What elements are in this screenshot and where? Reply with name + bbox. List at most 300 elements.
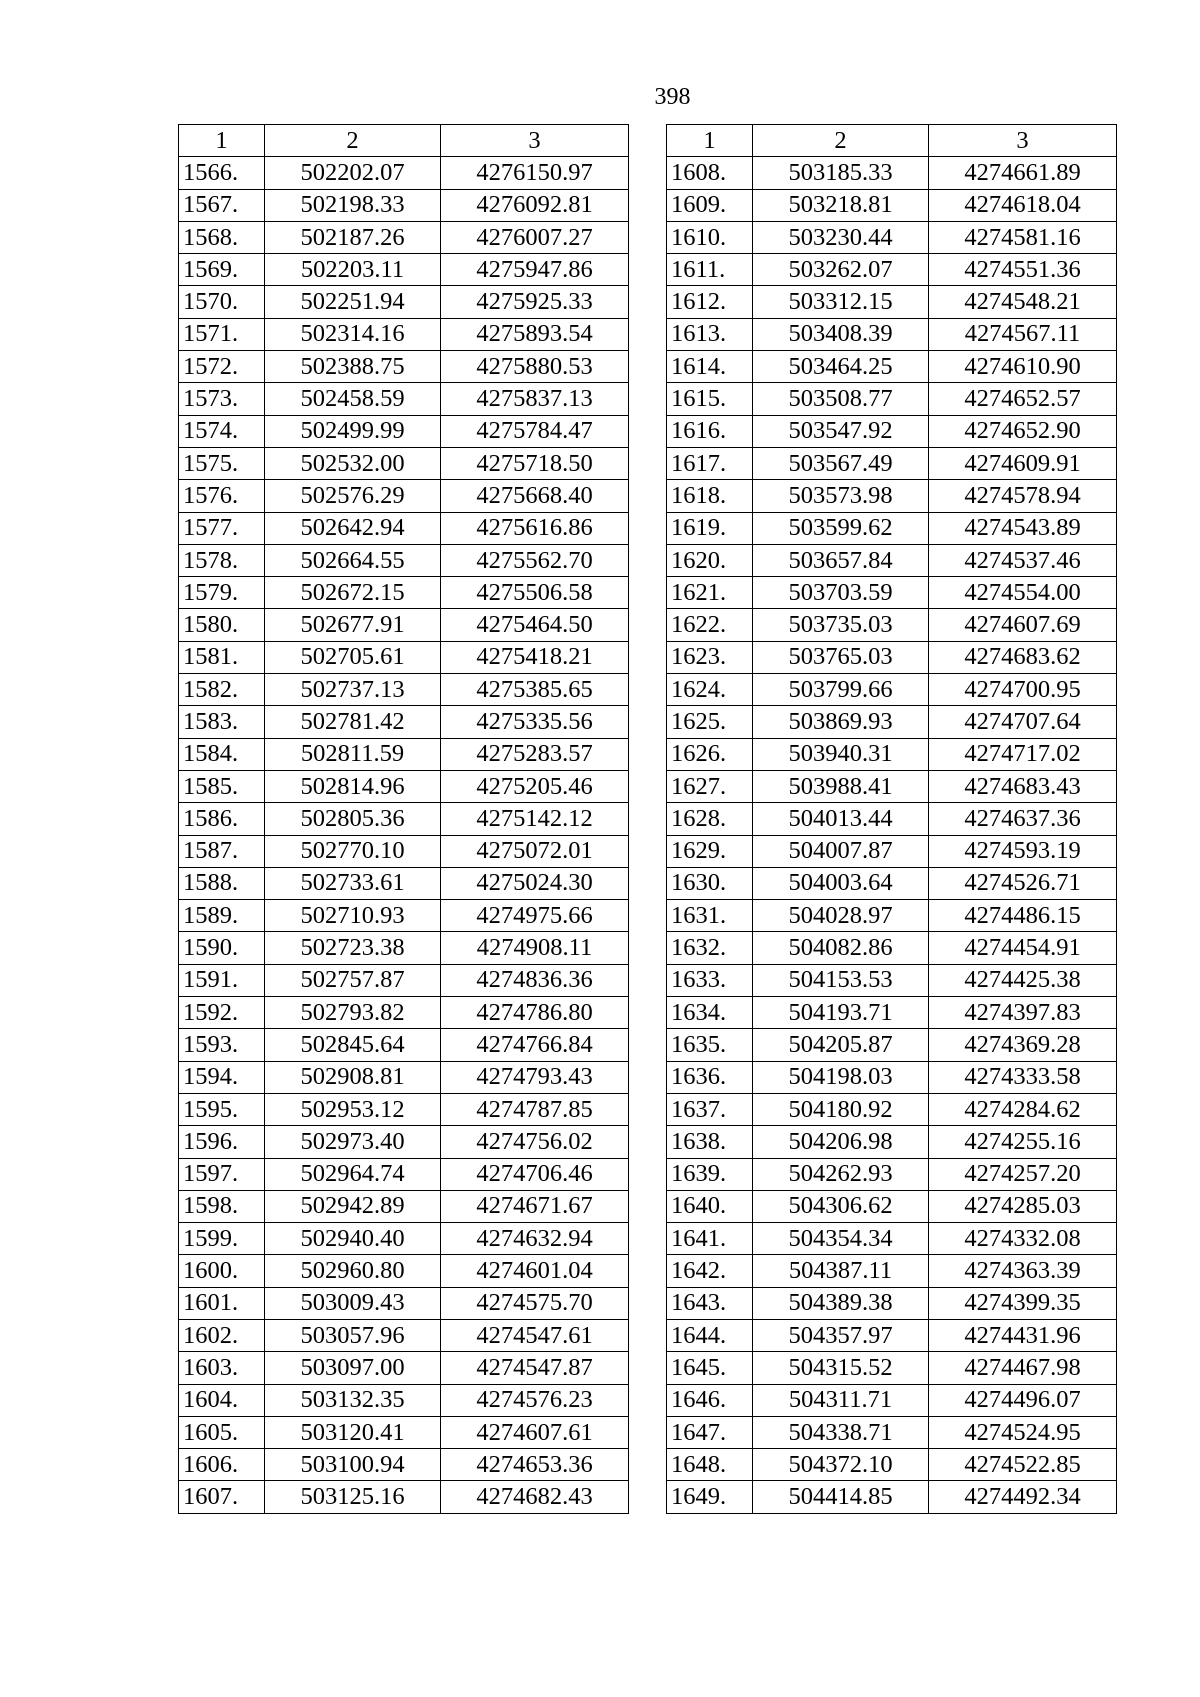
point-number-cell: 1572. (179, 351, 265, 383)
point-number-cell: 1599. (179, 1223, 265, 1255)
table-row (667, 900, 1117, 932)
x-coordinate-cell: 504007.87 (753, 835, 929, 867)
point-number-cell: 1614. (667, 351, 753, 383)
y-coordinate-cell: 4275880.53 (441, 351, 629, 383)
table-row (667, 706, 1117, 738)
y-coordinate-cell: 4274766.84 (441, 1029, 629, 1061)
table-row (179, 512, 629, 544)
point-number-cell: 1582. (179, 674, 265, 706)
y-coordinate-cell: 4274786.80 (441, 997, 629, 1029)
table-row (667, 1287, 1117, 1319)
point-number-cell: 1573. (179, 383, 265, 415)
x-coordinate-cell: 502770.10 (265, 835, 441, 867)
x-coordinate-cell: 503312.15 (753, 286, 929, 318)
point-number-cell: 1569. (179, 254, 265, 286)
point-number-cell: 1571. (179, 318, 265, 350)
point-number-cell: 1647. (667, 1416, 753, 1448)
y-coordinate-cell: 4274547.61 (441, 1319, 629, 1351)
table-row (667, 1190, 1117, 1222)
x-coordinate-cell: 504003.64 (753, 867, 929, 899)
x-coordinate-cell: 502733.61 (265, 867, 441, 899)
x-coordinate-cell: 502953.12 (265, 1093, 441, 1125)
table-row (179, 1319, 629, 1351)
point-number-cell: 1593. (179, 1029, 265, 1061)
y-coordinate-cell: 4274431.96 (929, 1319, 1117, 1351)
point-number-cell: 1640. (667, 1190, 753, 1222)
table-row (667, 932, 1117, 964)
point-number-cell: 1576. (179, 480, 265, 512)
y-coordinate-cell: 4274257.20 (929, 1158, 1117, 1190)
table-row (667, 286, 1117, 318)
x-coordinate-cell: 504153.53 (753, 964, 929, 996)
table-row (667, 447, 1117, 479)
table-row (179, 480, 629, 512)
table-row (667, 189, 1117, 221)
table-row (179, 254, 629, 286)
x-coordinate-cell: 502940.40 (265, 1223, 441, 1255)
table-row (179, 221, 629, 253)
coordinates-table-right (666, 124, 1117, 1514)
table-row (179, 674, 629, 706)
table-row (667, 674, 1117, 706)
y-coordinate-cell: 4274607.69 (929, 609, 1117, 641)
y-coordinate-cell: 4274548.21 (929, 286, 1117, 318)
y-coordinate-cell: 4276092.81 (441, 189, 629, 221)
point-number-cell: 1577. (179, 512, 265, 544)
x-coordinate-cell: 503869.93 (753, 706, 929, 738)
y-coordinate-cell: 4275205.46 (441, 770, 629, 802)
table-row (667, 867, 1117, 899)
point-number-cell: 1587. (179, 835, 265, 867)
table-row (667, 1061, 1117, 1093)
table-row (179, 1352, 629, 1384)
y-coordinate-cell: 4274284.62 (929, 1093, 1117, 1125)
y-coordinate-cell: 4274618.04 (929, 189, 1117, 221)
y-coordinate-cell: 4275562.70 (441, 544, 629, 576)
point-number-cell: 1643. (667, 1287, 753, 1319)
table-row (179, 1223, 629, 1255)
table-row (667, 770, 1117, 802)
y-coordinate-cell: 4274652.90 (929, 415, 1117, 447)
point-number-cell: 1611. (667, 254, 753, 286)
point-number-cell: 1618. (667, 480, 753, 512)
x-coordinate-cell: 503573.98 (753, 480, 929, 512)
table-row (179, 1029, 629, 1061)
y-coordinate-cell: 4275616.86 (441, 512, 629, 544)
table-row (179, 997, 629, 1029)
y-coordinate-cell: 4274975.66 (441, 900, 629, 932)
table-row (667, 997, 1117, 1029)
column-header-2: 2 (265, 125, 441, 157)
y-coordinate-cell: 4275464.50 (441, 609, 629, 641)
table-row (179, 932, 629, 964)
x-coordinate-cell: 502964.74 (265, 1158, 441, 1190)
point-number-cell: 1578. (179, 544, 265, 576)
y-coordinate-cell: 4275837.13 (441, 383, 629, 415)
x-coordinate-cell: 502576.29 (265, 480, 441, 512)
point-number-cell: 1607. (179, 1481, 265, 1513)
table-row (179, 447, 629, 479)
y-coordinate-cell: 4275668.40 (441, 480, 629, 512)
point-number-cell: 1608. (667, 157, 753, 189)
y-coordinate-cell: 4274467.98 (929, 1352, 1117, 1384)
point-number-cell: 1635. (667, 1029, 753, 1061)
y-coordinate-cell: 4274524.95 (929, 1416, 1117, 1448)
table-header-row (179, 125, 629, 157)
point-number-cell: 1605. (179, 1416, 265, 1448)
point-number-cell: 1632. (667, 932, 753, 964)
x-coordinate-cell: 502198.33 (265, 189, 441, 221)
table-row (179, 577, 629, 609)
point-number-cell: 1649. (667, 1481, 753, 1513)
y-coordinate-cell: 4274454.91 (929, 932, 1117, 964)
table-row (667, 254, 1117, 286)
y-coordinate-cell: 4274609.91 (929, 447, 1117, 479)
table-row (179, 544, 629, 576)
y-coordinate-cell: 4274369.28 (929, 1029, 1117, 1061)
x-coordinate-cell: 504357.97 (753, 1319, 929, 1351)
table-header-row (667, 125, 1117, 157)
x-coordinate-cell: 502973.40 (265, 1126, 441, 1158)
point-number-cell: 1566. (179, 157, 265, 189)
x-coordinate-cell: 502388.75 (265, 351, 441, 383)
y-coordinate-cell: 4274787.85 (441, 1093, 629, 1125)
y-coordinate-cell: 4274653.36 (441, 1449, 629, 1481)
table-row (179, 415, 629, 447)
y-coordinate-cell: 4274578.94 (929, 480, 1117, 512)
point-number-cell: 1629. (667, 835, 753, 867)
table-row (179, 1158, 629, 1190)
point-number-cell: 1620. (667, 544, 753, 576)
y-coordinate-cell: 4275925.33 (441, 286, 629, 318)
point-number-cell: 1570. (179, 286, 265, 318)
point-number-cell: 1598. (179, 1190, 265, 1222)
x-coordinate-cell: 502811.59 (265, 738, 441, 770)
x-coordinate-cell: 503408.39 (753, 318, 929, 350)
y-coordinate-cell: 4274607.61 (441, 1416, 629, 1448)
table-row (667, 1449, 1117, 1481)
y-coordinate-cell: 4275947.86 (441, 254, 629, 286)
table-row (667, 351, 1117, 383)
x-coordinate-cell: 504198.03 (753, 1061, 929, 1093)
table-row (667, 415, 1117, 447)
x-coordinate-cell: 503735.03 (753, 609, 929, 641)
table-row (667, 1158, 1117, 1190)
table-row (179, 867, 629, 899)
point-number-cell: 1619. (667, 512, 753, 544)
point-number-cell: 1600. (179, 1255, 265, 1287)
x-coordinate-cell: 504372.10 (753, 1449, 929, 1481)
y-coordinate-cell: 4274793.43 (441, 1061, 629, 1093)
x-coordinate-cell: 502642.94 (265, 512, 441, 544)
y-coordinate-cell: 4274547.87 (441, 1352, 629, 1384)
y-coordinate-cell: 4274551.36 (929, 254, 1117, 286)
x-coordinate-cell: 503508.77 (753, 383, 929, 415)
x-coordinate-cell: 502710.93 (265, 900, 441, 932)
x-coordinate-cell: 503599.62 (753, 512, 929, 544)
coordinates-table-left (178, 124, 629, 1514)
x-coordinate-cell: 502458.59 (265, 383, 441, 415)
y-coordinate-cell: 4274576.23 (441, 1384, 629, 1416)
table-row (179, 1481, 629, 1513)
table-row (667, 1093, 1117, 1125)
table-row (179, 157, 629, 189)
table-row (179, 1126, 629, 1158)
y-coordinate-cell: 4274363.39 (929, 1255, 1117, 1287)
x-coordinate-cell: 503100.94 (265, 1449, 441, 1481)
y-coordinate-cell: 4275283.57 (441, 738, 629, 770)
point-number-cell: 1579. (179, 577, 265, 609)
point-number-cell: 1604. (179, 1384, 265, 1416)
x-coordinate-cell: 504082.86 (753, 932, 929, 964)
table-row (667, 1384, 1117, 1416)
point-number-cell: 1588. (179, 867, 265, 899)
x-coordinate-cell: 503262.07 (753, 254, 929, 286)
table-row (179, 641, 629, 673)
table-row (179, 738, 629, 770)
x-coordinate-cell: 502793.82 (265, 997, 441, 1029)
table-row (667, 512, 1117, 544)
point-number-cell: 1575. (179, 447, 265, 479)
point-number-cell: 1613. (667, 318, 753, 350)
y-coordinate-cell: 4275893.54 (441, 318, 629, 350)
y-coordinate-cell: 4274255.16 (929, 1126, 1117, 1158)
y-coordinate-cell: 4274537.46 (929, 544, 1117, 576)
x-coordinate-cell: 502960.80 (265, 1255, 441, 1287)
table-row (667, 1029, 1117, 1061)
x-coordinate-cell: 503765.03 (753, 641, 929, 673)
table-row (667, 480, 1117, 512)
page-number: 398 (654, 84, 691, 110)
table-row (179, 189, 629, 221)
point-number-cell: 1609. (667, 189, 753, 221)
x-coordinate-cell: 502757.87 (265, 964, 441, 996)
y-coordinate-cell: 4274706.46 (441, 1158, 629, 1190)
point-number-cell: 1621. (667, 577, 753, 609)
x-coordinate-cell: 504338.71 (753, 1416, 929, 1448)
table-row (179, 1416, 629, 1448)
x-coordinate-cell: 502942.89 (265, 1190, 441, 1222)
y-coordinate-cell: 4275072.01 (441, 835, 629, 867)
x-coordinate-cell: 503799.66 (753, 674, 929, 706)
x-coordinate-cell: 502845.64 (265, 1029, 441, 1061)
y-coordinate-cell: 4274554.00 (929, 577, 1117, 609)
y-coordinate-cell: 4274632.94 (441, 1223, 629, 1255)
table-row (179, 351, 629, 383)
x-coordinate-cell: 504311.71 (753, 1384, 929, 1416)
x-coordinate-cell: 504262.93 (753, 1158, 929, 1190)
y-coordinate-cell: 4274683.43 (929, 770, 1117, 802)
y-coordinate-cell: 4275506.58 (441, 577, 629, 609)
x-coordinate-cell: 503132.35 (265, 1384, 441, 1416)
table-row (667, 1416, 1117, 1448)
x-coordinate-cell: 502723.38 (265, 932, 441, 964)
point-number-cell: 1581. (179, 641, 265, 673)
column-header-2: 2 (753, 125, 929, 157)
table-row (179, 1255, 629, 1287)
x-coordinate-cell: 503657.84 (753, 544, 929, 576)
point-number-cell: 1574. (179, 415, 265, 447)
x-coordinate-cell: 502664.55 (265, 544, 441, 576)
y-coordinate-cell: 4274671.67 (441, 1190, 629, 1222)
y-coordinate-cell: 4274661.89 (929, 157, 1117, 189)
y-coordinate-cell: 4275142.12 (441, 803, 629, 835)
y-coordinate-cell: 4274567.11 (929, 318, 1117, 350)
point-number-cell: 1628. (667, 803, 753, 835)
point-number-cell: 1568. (179, 221, 265, 253)
x-coordinate-cell: 504389.38 (753, 1287, 929, 1319)
table-row (179, 1384, 629, 1416)
point-number-cell: 1585. (179, 770, 265, 802)
x-coordinate-cell: 502202.07 (265, 157, 441, 189)
x-coordinate-cell: 502781.42 (265, 706, 441, 738)
point-number-cell: 1623. (667, 641, 753, 673)
y-coordinate-cell: 4275335.56 (441, 706, 629, 738)
y-coordinate-cell: 4274492.34 (929, 1481, 1117, 1513)
column-header-1: 1 (179, 125, 265, 157)
point-number-cell: 1616. (667, 415, 753, 447)
x-coordinate-cell: 503218.81 (753, 189, 929, 221)
x-coordinate-cell: 503988.41 (753, 770, 929, 802)
table-row (667, 157, 1117, 189)
table-row (179, 900, 629, 932)
point-number-cell: 1625. (667, 706, 753, 738)
y-coordinate-cell: 4274332.08 (929, 1223, 1117, 1255)
x-coordinate-cell: 504315.52 (753, 1352, 929, 1384)
table-row (179, 286, 629, 318)
x-coordinate-cell: 502499.99 (265, 415, 441, 447)
table-row (179, 1061, 629, 1093)
x-coordinate-cell: 502251.94 (265, 286, 441, 318)
point-number-cell: 1584. (179, 738, 265, 770)
y-coordinate-cell: 4274581.16 (929, 221, 1117, 253)
x-coordinate-cell: 504206.98 (753, 1126, 929, 1158)
table-row (667, 835, 1117, 867)
point-number-cell: 1567. (179, 189, 265, 221)
table-row (179, 1190, 629, 1222)
x-coordinate-cell: 504354.34 (753, 1223, 929, 1255)
y-coordinate-cell: 4274707.64 (929, 706, 1117, 738)
x-coordinate-cell: 504306.62 (753, 1190, 929, 1222)
column-header-1: 1 (667, 125, 753, 157)
point-number-cell: 1586. (179, 803, 265, 835)
point-number-cell: 1633. (667, 964, 753, 996)
x-coordinate-cell: 503703.59 (753, 577, 929, 609)
y-coordinate-cell: 4274543.89 (929, 512, 1117, 544)
y-coordinate-cell: 4274717.02 (929, 738, 1117, 770)
point-number-cell: 1617. (667, 447, 753, 479)
point-number-cell: 1626. (667, 738, 753, 770)
point-number-cell: 1606. (179, 1449, 265, 1481)
y-coordinate-cell: 4274526.71 (929, 867, 1117, 899)
y-coordinate-cell: 4275784.47 (441, 415, 629, 447)
y-coordinate-cell: 4275385.65 (441, 674, 629, 706)
point-number-cell: 1592. (179, 997, 265, 1029)
point-number-cell: 1648. (667, 1449, 753, 1481)
x-coordinate-cell: 503230.44 (753, 221, 929, 253)
table-row (179, 1093, 629, 1125)
x-coordinate-cell: 502805.36 (265, 803, 441, 835)
table-row (179, 609, 629, 641)
point-number-cell: 1646. (667, 1384, 753, 1416)
point-number-cell: 1610. (667, 221, 753, 253)
table-row (179, 383, 629, 415)
table-row (667, 1319, 1117, 1351)
y-coordinate-cell: 4276007.27 (441, 221, 629, 253)
table-row (667, 964, 1117, 996)
point-number-cell: 1644. (667, 1319, 753, 1351)
column-header-3: 3 (441, 125, 629, 157)
point-number-cell: 1634. (667, 997, 753, 1029)
y-coordinate-cell: 4274496.07 (929, 1384, 1117, 1416)
point-number-cell: 1636. (667, 1061, 753, 1093)
x-coordinate-cell: 504193.71 (753, 997, 929, 1029)
point-number-cell: 1615. (667, 383, 753, 415)
point-number-cell: 1630. (667, 867, 753, 899)
point-number-cell: 1627. (667, 770, 753, 802)
point-number-cell: 1596. (179, 1126, 265, 1158)
y-coordinate-cell: 4274486.15 (929, 900, 1117, 932)
table-row (667, 738, 1117, 770)
y-coordinate-cell: 4274756.02 (441, 1126, 629, 1158)
y-coordinate-cell: 4274652.57 (929, 383, 1117, 415)
point-number-cell: 1603. (179, 1352, 265, 1384)
point-number-cell: 1591. (179, 964, 265, 996)
x-coordinate-cell: 504205.87 (753, 1029, 929, 1061)
table-row (667, 577, 1117, 609)
table-row (667, 318, 1117, 350)
y-coordinate-cell: 4274593.19 (929, 835, 1117, 867)
x-coordinate-cell: 503057.96 (265, 1319, 441, 1351)
table-row (667, 641, 1117, 673)
table-row (179, 770, 629, 802)
point-number-cell: 1645. (667, 1352, 753, 1384)
table-row (667, 1223, 1117, 1255)
y-coordinate-cell: 4274601.04 (441, 1255, 629, 1287)
x-coordinate-cell: 502187.26 (265, 221, 441, 253)
y-coordinate-cell: 4274682.43 (441, 1481, 629, 1513)
point-number-cell: 1637. (667, 1093, 753, 1125)
x-coordinate-cell: 503120.41 (265, 1416, 441, 1448)
x-coordinate-cell: 504414.85 (753, 1481, 929, 1513)
y-coordinate-cell: 4274397.83 (929, 997, 1117, 1029)
x-coordinate-cell: 504028.97 (753, 900, 929, 932)
point-number-cell: 1595. (179, 1093, 265, 1125)
table-row (667, 221, 1117, 253)
x-coordinate-cell: 503009.43 (265, 1287, 441, 1319)
point-number-cell: 1594. (179, 1061, 265, 1093)
x-coordinate-cell: 502314.16 (265, 318, 441, 350)
x-coordinate-cell: 502203.11 (265, 254, 441, 286)
y-coordinate-cell: 4274285.03 (929, 1190, 1117, 1222)
column-header-3: 3 (929, 125, 1117, 157)
table-row (667, 1255, 1117, 1287)
y-coordinate-cell: 4274836.36 (441, 964, 629, 996)
x-coordinate-cell: 503464.25 (753, 351, 929, 383)
point-number-cell: 1641. (667, 1223, 753, 1255)
y-coordinate-cell: 4274399.35 (929, 1287, 1117, 1319)
x-coordinate-cell: 502705.61 (265, 641, 441, 673)
x-coordinate-cell: 503940.31 (753, 738, 929, 770)
x-coordinate-cell: 503567.49 (753, 447, 929, 479)
x-coordinate-cell: 504013.44 (753, 803, 929, 835)
x-coordinate-cell: 504387.11 (753, 1255, 929, 1287)
point-number-cell: 1602. (179, 1319, 265, 1351)
table-row (667, 1352, 1117, 1384)
point-number-cell: 1597. (179, 1158, 265, 1190)
point-number-cell: 1624. (667, 674, 753, 706)
table-row (667, 544, 1117, 576)
